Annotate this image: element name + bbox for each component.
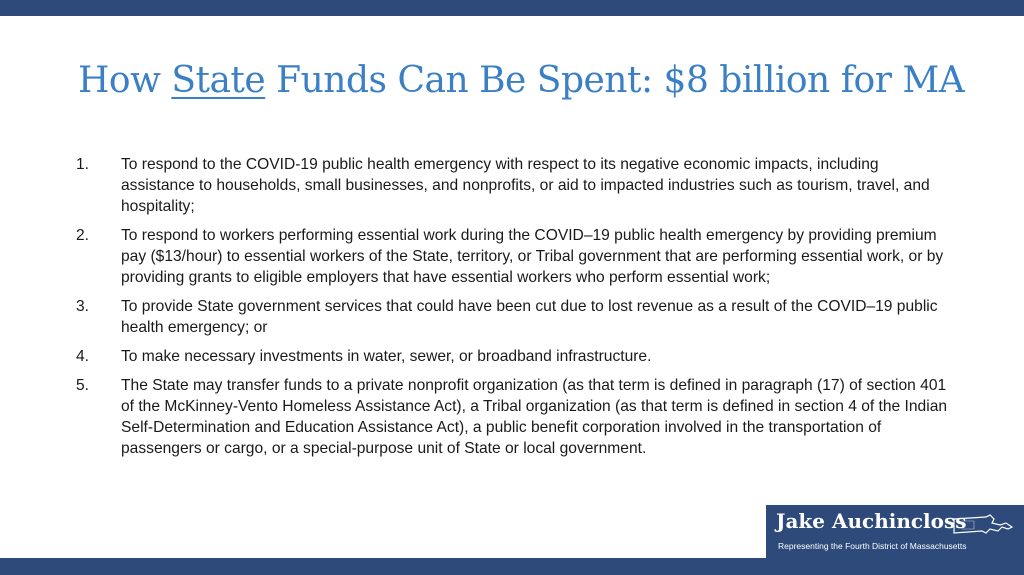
list-item	[76, 296, 956, 338]
list-item	[76, 346, 956, 367]
spending-categories-list	[76, 154, 956, 467]
page-title	[78, 60, 978, 101]
item-number: 3.	[76, 298, 90, 315]
logo-block	[766, 505, 1024, 558]
logo-name: Jake Auchincloss	[776, 509, 967, 533]
bottom-bar	[0, 558, 1024, 575]
item-number: 1.	[76, 156, 90, 173]
list-item	[76, 375, 956, 459]
top-bar	[0, 0, 1024, 16]
logo-tagline: Representing the Fourth District of Massachusetts	[778, 541, 967, 551]
list-item	[76, 154, 956, 217]
item-text: To provide State government services that could have been cut due to lost revenue as a result of the COVID–19 public health emergency; or	[121, 298, 938, 336]
item-text: To make necessary investments in water, sewer, or broadband infrastructure.	[121, 348, 652, 365]
item-number: 4.	[76, 348, 90, 365]
item-number: 2.	[76, 227, 90, 244]
massachusetts-map-icon	[952, 513, 1014, 539]
item-text: The State may transfer funds to a private nonprofit organization (as that term is defined in paragraph (17) of section 401 of the McKinney-Vento Homeless Assistance Act), a Tribal organization (as that term is defined in section 4 of the Indian Self-Determination and Education Assistance Act), a public benefit corporation involved in the transportation of passengers or cargo, or a special-purpose unit of State or local government.	[121, 377, 948, 457]
title-prefix: How	[78, 60, 172, 101]
title-suffix: Funds Can Be Spent: $8 billion for MA	[265, 60, 965, 101]
item-number: 5.	[76, 377, 90, 394]
list-item	[76, 225, 956, 288]
item-text: To respond to the COVID-19 public health emergency with respect to its negative economic impacts, including assistance to households, small businesses, and nonprofits, or aid to impacted industries such as tourism, travel, and hospitality;	[121, 156, 930, 215]
title-highlight: State	[171, 60, 266, 101]
item-text: To respond to workers performing essential work during the COVID–19 public health emergency by providing premium pay ($13/hour) to essential workers of the State, territory, or Tribal government that are performing essential work, or by providing grants to eligible employers that have essential workers who perform essential work;	[121, 227, 944, 286]
